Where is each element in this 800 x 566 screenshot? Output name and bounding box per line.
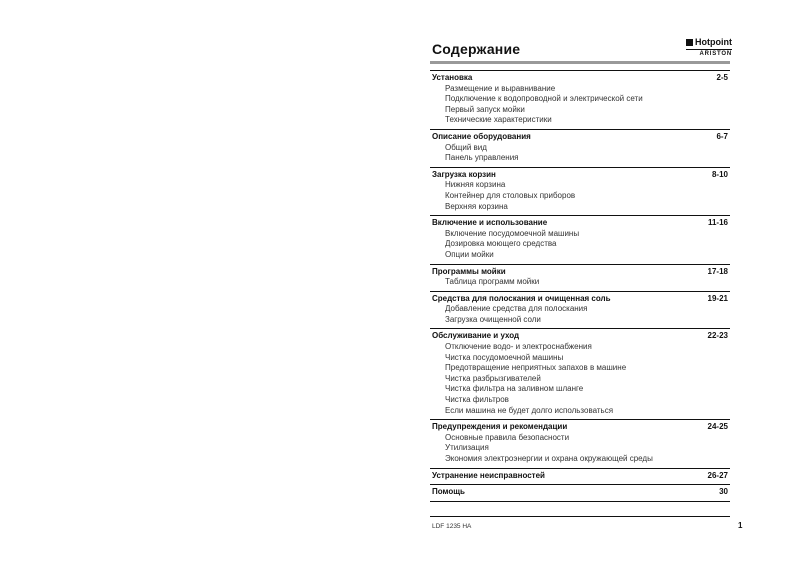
title-rule	[430, 61, 730, 64]
subsection-title: Загрузка очищенной соли	[445, 314, 541, 324]
section-title: Обслуживание и уход	[432, 331, 520, 341]
toc-section	[430, 167, 730, 215]
section-title: Установка	[432, 73, 473, 82]
toc-subentry[interactable]	[430, 315, 730, 326]
page-title: Содержание	[432, 41, 521, 57]
logo-brand: Hotpoint	[695, 37, 732, 47]
subsection-title: Предотвращение неприятных запахов в машине	[445, 363, 627, 373]
subsection-title: Чистка фильтра на заливном шланге	[445, 384, 584, 394]
section-pages: 19-21	[707, 293, 728, 303]
section-pages: 11-16	[707, 218, 728, 228]
toc-subentry[interactable]	[430, 105, 730, 116]
toc-entry[interactable]	[430, 294, 730, 305]
toc-section	[430, 129, 730, 167]
toc-entry[interactable]	[430, 471, 730, 482]
toc-entry[interactable]	[430, 132, 730, 143]
subsection-title: Чистка посудомоечной машины	[445, 352, 564, 362]
subsection-title: Если машина не будет долго использоваться	[445, 405, 614, 415]
table-of-contents	[430, 70, 730, 502]
section-pages: 2-5	[716, 73, 728, 82]
toc-subentry[interactable]	[430, 454, 730, 465]
subsection-title: Контейнер для столовых приборов	[445, 190, 576, 200]
model-number: LDF 1235 HA	[432, 523, 472, 530]
subsection-title: Чистка фильтров	[445, 395, 509, 405]
subsection-title: Подключение к водопроводной и электрической сети	[445, 94, 643, 104]
toc-subentry[interactable]	[430, 384, 730, 395]
toc-entry[interactable]	[430, 487, 730, 498]
section-pages: 8-10	[711, 169, 728, 179]
section-title: Включение и использование	[432, 218, 548, 228]
toc-subentry[interactable]	[430, 94, 730, 105]
toc-subentry[interactable]	[430, 342, 730, 353]
section-title: Описание оборудования	[432, 131, 531, 141]
section-title: Загрузка корзин	[432, 169, 496, 179]
toc-section	[430, 291, 730, 329]
toc-subentry[interactable]	[430, 115, 730, 126]
subsection-title: Включение посудомоечной машины	[445, 228, 580, 238]
toc-subentry[interactable]	[430, 353, 730, 364]
section-pages: 6-7	[716, 131, 728, 141]
toc-section	[430, 419, 730, 467]
toc-section	[430, 468, 730, 485]
toc-section	[430, 70, 730, 129]
toc-section	[430, 264, 730, 291]
toc-section	[430, 484, 730, 501]
toc-subentry[interactable]	[430, 304, 730, 315]
toc-entry[interactable]	[430, 170, 730, 181]
toc-subentry[interactable]	[430, 153, 730, 164]
toc-subentry[interactable]	[430, 143, 730, 154]
toc-subentry[interactable]	[430, 277, 730, 288]
toc-subentry[interactable]	[430, 406, 730, 417]
logo-square-icon	[686, 39, 693, 46]
toc-subentry[interactable]	[430, 180, 730, 191]
logo-sub: ARISTON	[686, 49, 732, 57]
toc-subentry[interactable]	[430, 395, 730, 406]
toc-subentry[interactable]	[430, 202, 730, 213]
toc-section	[430, 215, 730, 263]
toc-entry[interactable]	[430, 73, 730, 84]
section-title: Предупреждения и рекомендации	[432, 422, 568, 432]
toc-subentry[interactable]	[430, 239, 730, 250]
subsection-title: Технические характеристики	[445, 115, 552, 125]
section-pages: 17-18	[707, 266, 728, 276]
toc-section	[430, 328, 730, 419]
toc-entry[interactable]	[430, 267, 730, 278]
subsection-title: Опции мойки	[445, 249, 494, 259]
section-title: Помощь	[432, 487, 465, 497]
subsection-title: Общий вид	[445, 142, 487, 152]
toc-subentry[interactable]	[430, 363, 730, 374]
toc-entry[interactable]	[430, 218, 730, 229]
subsection-title: Чистка разбрызгивателей	[445, 373, 541, 383]
subsection-title: Экономия электроэнергии и охрана окружающей среды	[445, 454, 653, 463]
toc-subentry[interactable]	[430, 191, 730, 202]
subsection-title: Верхняя корзина	[445, 201, 508, 211]
subsection-title: Добавление средства для полоскания	[445, 304, 588, 314]
subsection-title: Дозировка моющего средства	[445, 239, 557, 249]
brand-logo	[686, 37, 732, 57]
section-pages: 24-25	[707, 422, 728, 432]
subsection-title: Панель управления	[445, 153, 519, 163]
section-pages: 26-27	[707, 470, 728, 480]
subsection-title: Первый запуск мойки	[445, 104, 525, 114]
toc-entry[interactable]	[430, 422, 730, 433]
section-pages: 30	[719, 487, 728, 497]
toc-end-rule	[430, 501, 730, 502]
toc-subentry[interactable]	[430, 84, 730, 95]
subsection-title: Таблица программ мойки	[445, 277, 540, 287]
subsection-title: Основные правила безопасности	[445, 432, 570, 442]
section-title: Устранение неисправностей	[432, 470, 545, 480]
footer-rule	[430, 516, 730, 517]
subsection-title: Отключение водо- и электроснабжения	[445, 342, 592, 352]
subsection-title: Утилизация	[445, 443, 489, 453]
page-number: 1	[738, 521, 743, 530]
toc-subentry[interactable]	[430, 433, 730, 444]
subsection-title: Нижняя корзина	[445, 180, 506, 190]
toc-subentry[interactable]	[430, 229, 730, 240]
section-title: Программы мойки	[432, 266, 506, 276]
toc-subentry[interactable]	[430, 374, 730, 385]
section-title: Средства для полоскания и очищенная соль	[432, 293, 611, 303]
subsection-title: Размещение и выравнивание	[445, 83, 556, 93]
toc-subentry[interactable]	[430, 443, 730, 454]
section-pages: 22-23	[707, 331, 728, 341]
toc-entry[interactable]	[430, 331, 730, 342]
toc-subentry[interactable]	[430, 250, 730, 261]
